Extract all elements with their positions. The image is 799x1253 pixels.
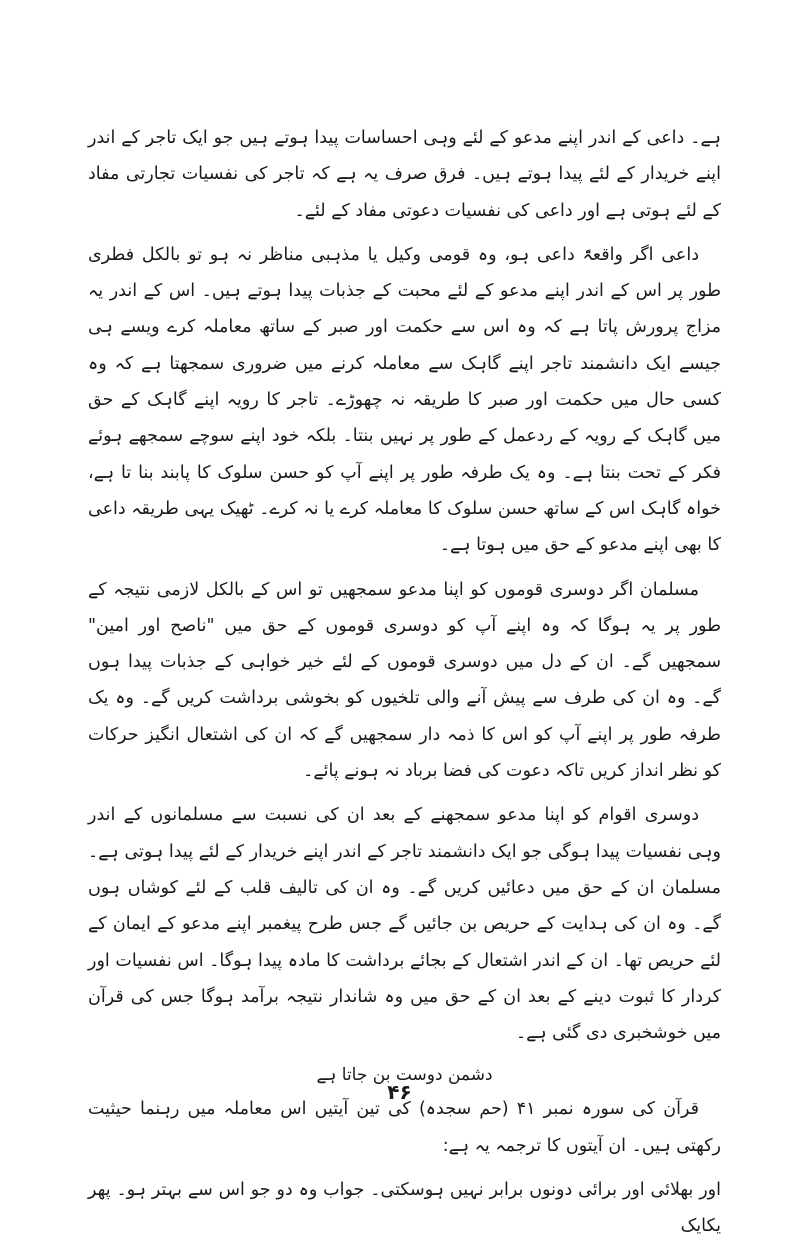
paragraph-3: مسلمان اگر دوسری قوموں کو اپنا مدعو سمجھیں تو اس کے بالکل لازمی نتیجہ کے طور پر یہ ہوگا کہ وہ اپنے آپ کو دوسری قوموں کے حق میں "ناصح اور امین" سمجھیں گے۔ ان کے دل میں دوسری قوموں کے لئے خیر خواہی کے جذبات پیدا ہوں گے۔ وہ ان کی طرف سے پیش آنے والی تلخیوں کو بخوشی برداشت کریں گے۔ وہ یک طرفہ طور پر اپنے آپ کو اس کا ذمہ دار سمجھیں گے کہ ان کی اشتعال انگیز حرکات کو نظر انداز کریں تاکہ دعوت کی فضا برباد نہ ہونے پائے۔ [88, 579, 721, 782]
paragraph-4: دوسری اقوام کو اپنا مدعو سمجھنے کے بعد ان کی نسبت سے مسلمانوں کے اندر وہی نفسیات پیدا ہوگی جو ایک دانشمند تاجر کے اندر اپنے خریدار کے لئے پیدا ہوتی ہے۔ مسلمان ان کے حق میں دعائیں کریں گے۔ وہ ان کی تالیف قلب کے لئے کوشاں ہوں گے۔ وہ ان کی ہدایت کے حریص بن جائیں گے جس طرح پیغمبر اپنے مدعو کے ایمان کے لئے حریص تھا۔ ان کے اندر اشتعال کے بجائے برداشت کا مادہ پیدا ہوگا۔ اس نفسیات اور کردار کا ثبوت دینے کے بعد ان کے حق میں وہ شاندار نتیجہ برآمد ہوگا جس کی قرآن میں خوشخبری دی گئی ہے۔ [88, 805, 721, 1044]
paragraph-1: ہے۔ داعی کے اندر اپنے مدعو کے لئے وہی احساسات پیدا ہوتے ہیں جو ایک تاجر کے اندر اپنے خریدار کے لئے پیدا ہوتے ہیں۔ فرق صرف یہ ہے کہ تاجر کی نفسیات تجارتی مفاد کے لئے ہوتی ہے اور داعی کی نفسیات دعوتی مفاد کے لئے۔ [88, 128, 721, 221]
page-number: ۴۶ [387, 1080, 412, 1104]
paragraph-2: داعی اگر واقعۃً داعی ہو، وہ قومی وکیل یا مذہبی مناظر نہ ہو تو بالکل فطری طور پر اس کے اندر اپنے مدعو کے لئے محبت کے جذبات پیدا ہوتے ہیں۔ اس کے اندر یہ مزاج پرورش پاتا ہے کہ وہ اس سے حکمت اور صبر کے ساتھ معاملہ کرے ویسے ہی جیسے ایک دانشمند تاجر اپنے گاہک سے معاملہ کرنے میں ضروری سمجھتا ہے کہ وہ کسی حال میں حکمت اور صبر کا طریقہ نہ چھوڑے۔ تاجر کا رویہ اپنے گاہک کے حق میں گاہک کے رویہ کے ردعمل کے طور پر نہیں بنتا۔ بلکہ خود اپنے سوچے سمجھے ہوئے فکر کے تحت بنتا ہے۔ وہ یک طرفہ طور پر اپنے آپ کو حسن سلوک کا پابند بنا تا ہے، خواہ گاہک اس کے ساتھ حسن سلوک کا معاملہ کرے یا نہ کرے۔ ٹھیک یہی طریقہ داعی کا بھی اپنے مدعو کے حق میں ہوتا ہے۔ [88, 244, 721, 556]
paragraph-5: قرآن کی سورہ نمبر ۴۱ (حم سجدہ) کی تین آیتیں اس معاملہ میں رہنما حیثیت رکھتی ہیں۔ ان آیتوں کا ترجمہ یہ ہے: [88, 1099, 721, 1156]
paragraph-6: اور بھلائی اور برائی دونوں برابر نہیں ہوسکتی۔ جواب وہ دو جو اس سے بہتر ہو۔ پھر یکایک [88, 1180, 721, 1237]
section-heading: دشمن دوست بن جاتا ہے [316, 1065, 493, 1086]
